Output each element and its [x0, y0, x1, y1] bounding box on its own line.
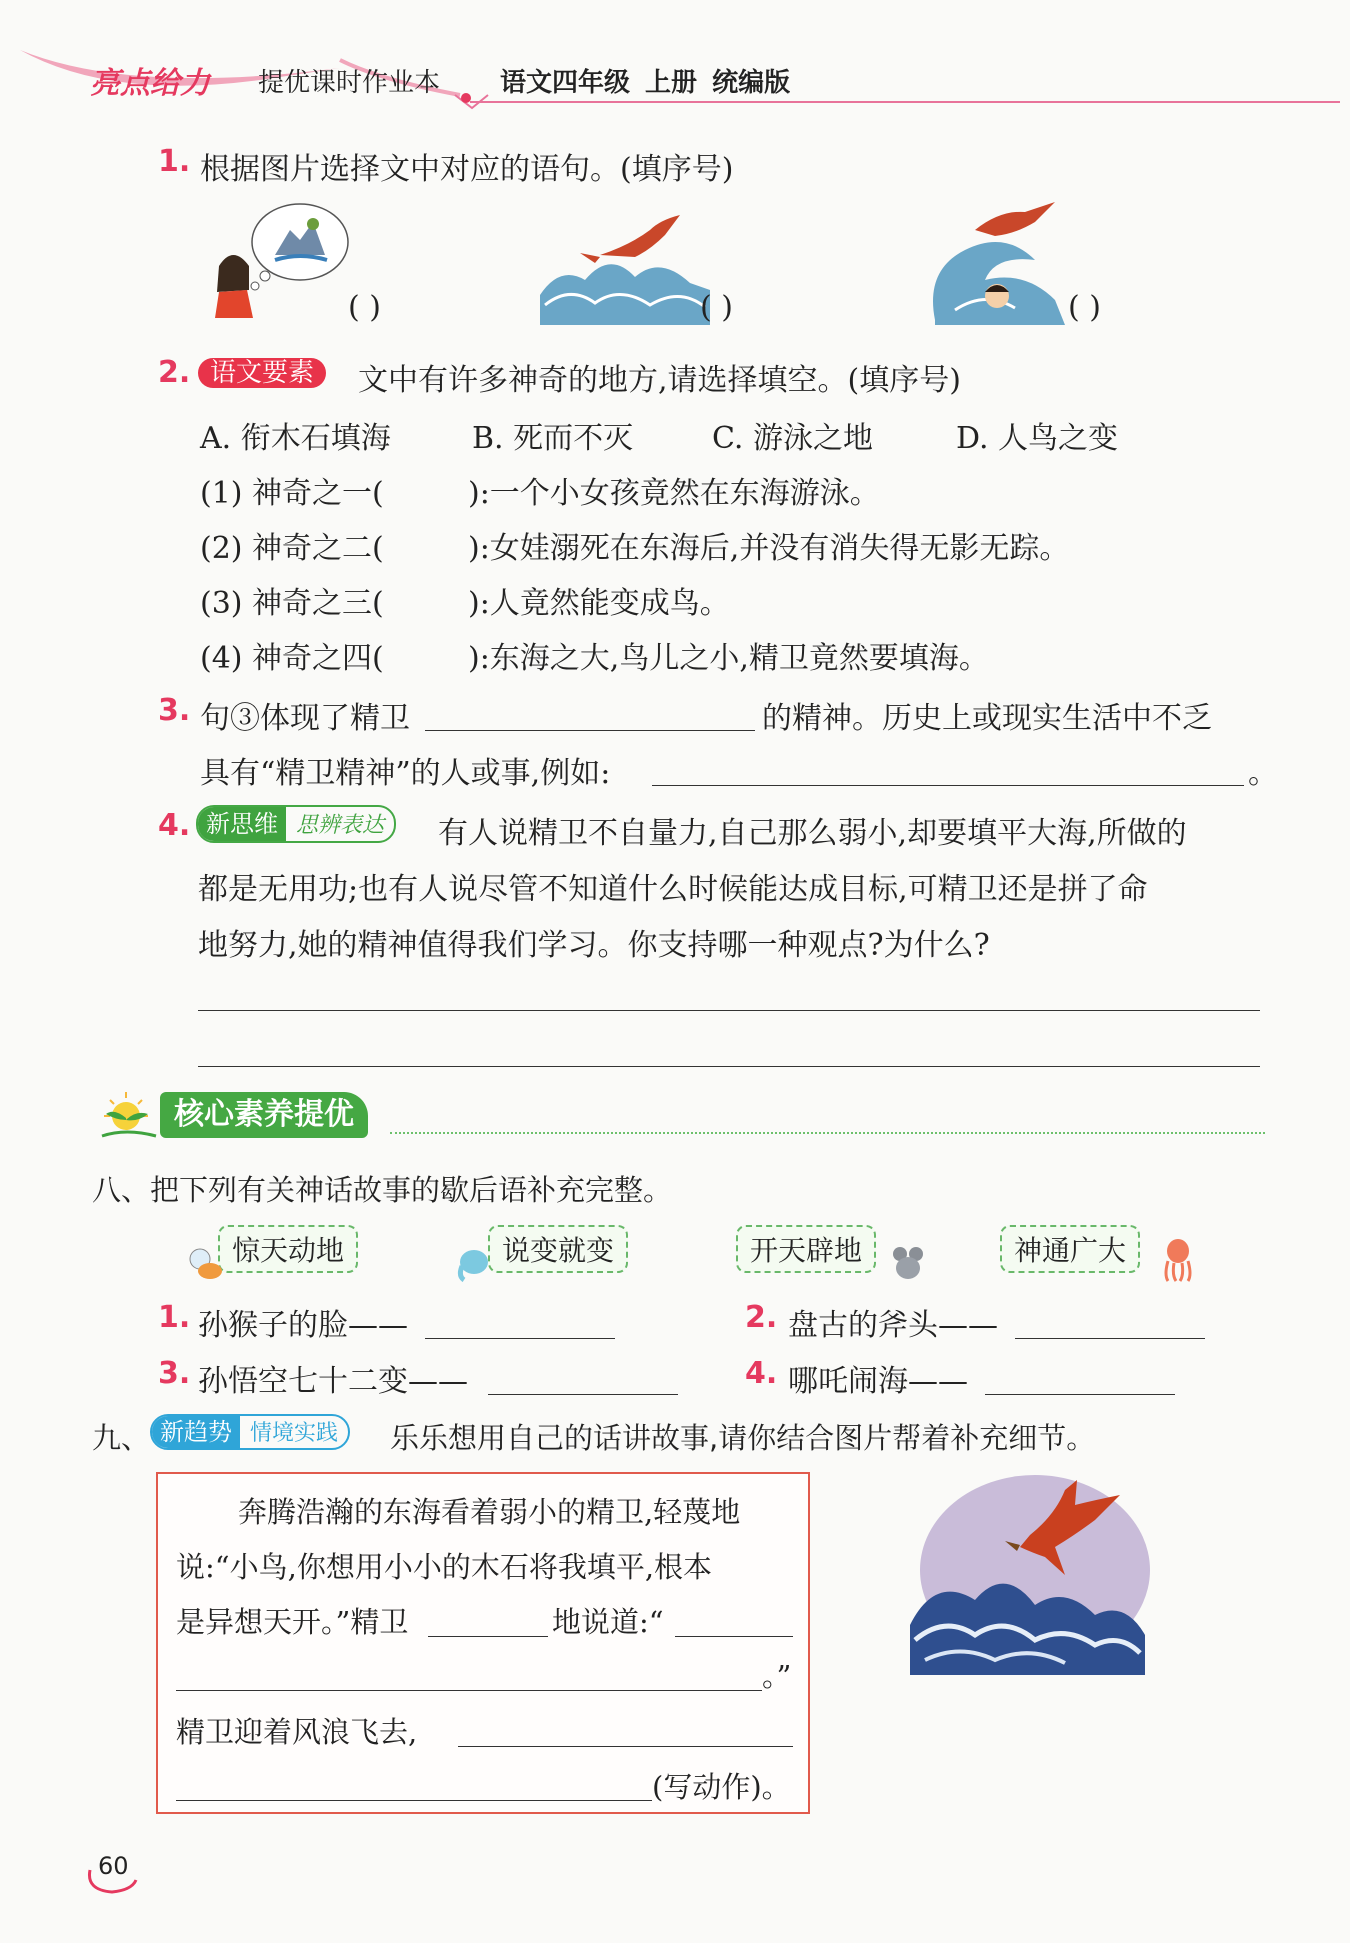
story-line-3b: 地说道:“: [552, 1605, 664, 1639]
q2-item-4-text: ):东海之大,鸟儿之小,精卫竟然要填海。: [468, 641, 989, 676]
girl-in-waves-illustration: [925, 200, 1075, 330]
q2-text: 文中有许多神奇的地方,请选择填空。(填序号): [358, 363, 961, 398]
mouse-icon: [888, 1242, 928, 1282]
q8-option-3: 开天辟地: [736, 1225, 876, 1273]
story-blank-speech-2[interactable]: [176, 1690, 762, 1691]
sibian-biaoda-tag: 思辨表达: [296, 813, 385, 838]
octopus-icon: [1160, 1235, 1196, 1283]
story-blank-speech-1[interactable]: [675, 1636, 793, 1637]
brand-logo: 亮点给力: [90, 66, 210, 101]
story-line-1: 奔腾浩瀚的东海看着弱小的精卫,轻蔑地: [238, 1495, 741, 1529]
q2-option-d: D. 人鸟之变: [956, 421, 1119, 456]
q1-number: 1.: [158, 144, 191, 179]
jingwei-bird-waves-illustration: [905, 1475, 1155, 1680]
q3-text-a: 句③体现了精卫: [200, 701, 410, 736]
q8-item-1-text: 孙猴子的脸——: [198, 1308, 408, 1343]
q4-answer-line-1[interactable]: [198, 1010, 1260, 1011]
q4-answer-line-2[interactable]: [198, 1066, 1260, 1067]
q2-item-4-label: (4) 神奇之四(: [200, 641, 384, 676]
q2-item-3-label: (3) 神奇之三(: [200, 586, 384, 621]
bird-over-waves-illustration: [540, 205, 710, 325]
xin-siwei-tag: 新思维: [198, 807, 286, 841]
section-divider: [390, 1132, 1265, 1134]
story-blank-action-1[interactable]: [458, 1746, 793, 1747]
q2-number: 2.: [158, 355, 191, 390]
q2-item-3-text: ):人竟然能变成鸟。: [468, 586, 730, 621]
qingjing-shijian-tag: 情境实践: [250, 1421, 339, 1446]
q8-title: 八、把下列有关神话故事的歇后语补充完整。: [92, 1173, 673, 1207]
q2-option-a: A. 衔木石填海: [200, 421, 391, 456]
q8-item-1-blank[interactable]: [425, 1338, 615, 1339]
q4-number: 4.: [158, 808, 191, 843]
q3-blank-1[interactable]: [425, 730, 755, 731]
q8-item-4-blank[interactable]: [985, 1394, 1175, 1395]
q2-tag: [198, 352, 326, 389]
girl-thinking-illustration: [205, 200, 355, 320]
q4-line-2: 都是无用功;也有人说尽管不知道什么时候能达成目标,可精卫还是拼了命: [198, 872, 1148, 907]
q8-item-3-number: 3.: [158, 1356, 191, 1391]
subject-title: 语文四年级 上册 统编版: [500, 68, 791, 98]
elephant-icon: [454, 1240, 494, 1282]
q8-item-2-number: 2.: [745, 1300, 778, 1335]
q3-text-c: 具有“精卫精神”的人或事,例如:: [200, 756, 611, 791]
q8-item-2-text: 盘古的斧头——: [788, 1308, 998, 1343]
q8-item-4-text: 哪吒闹海——: [788, 1364, 968, 1399]
q3-text-b: 的精神。历史上或现实生活中不乏: [762, 701, 1212, 736]
q9-tag: [150, 1414, 350, 1454]
q2-item-2-text: ):女娃溺死在东海后,并没有消失得无影无踪。: [468, 531, 1070, 566]
story-line-2: 说:“小鸟,你想用小小的木石将我填平,根本: [176, 1550, 713, 1584]
story-blank-action-2[interactable]: [176, 1800, 652, 1801]
q8-item-1-number: 1.: [158, 1300, 191, 1335]
q2-option-c: C. 游泳之地: [712, 421, 873, 456]
q8-option-1: 惊天动地: [218, 1225, 358, 1273]
series-title: 提优课时作业本: [258, 68, 441, 98]
story-line-4-end: 。”: [762, 1659, 792, 1693]
story-blank-manner[interactable]: [428, 1636, 548, 1637]
q4-line-1: 有人说精卫不自量力,自己那么弱小,却要填平大海,所做的: [438, 816, 1187, 851]
q9-text: 乐乐想用自己的话讲故事,请你结合图片帮着补充细节。: [390, 1421, 1096, 1455]
cat-astronaut-icon: [186, 1245, 226, 1281]
page-number: 60: [98, 1852, 129, 1880]
xin-qushi-tag: 新趋势: [152, 1416, 240, 1448]
q9-prefix: 九、: [92, 1421, 151, 1455]
q2-item-1-text: ):一个小女孩竟然在东海游泳。: [468, 476, 880, 511]
q4-tag: [196, 805, 396, 847]
q8-option-2: 说变就变: [488, 1225, 628, 1273]
q3-end: 。: [1248, 756, 1278, 791]
q2-option-b: B. 死而不灭: [472, 421, 634, 456]
q1-answer-1[interactable]: ( ): [348, 290, 381, 325]
q2-item-1-label: (1) 神奇之一(: [200, 476, 384, 511]
q1-answer-3[interactable]: ( ): [1068, 290, 1101, 325]
q4-line-3: 地努力,她的精神值得我们学习。你支持哪一种观点?为什么?: [198, 928, 990, 963]
q1-answer-2[interactable]: ( ): [700, 290, 733, 325]
q3-blank-2[interactable]: [652, 785, 1244, 786]
q8-option-4: 神通广大: [1000, 1225, 1140, 1273]
q1-text: 根据图片选择文中对应的语句。(填序号): [200, 152, 734, 187]
q8-item-3-text: 孙悟空七十二变——: [198, 1364, 468, 1399]
story-line-6-end: (写动作)。: [652, 1770, 791, 1804]
sprout-icon: [96, 1090, 166, 1142]
yuwen-yaosu-tag: 语文要素: [198, 358, 326, 388]
q3-number: 3.: [158, 693, 191, 728]
story-line-3a: 是异想天开。”精卫: [176, 1605, 409, 1639]
q8-item-2-blank[interactable]: [1015, 1338, 1205, 1339]
q8-item-4-number: 4.: [745, 1356, 778, 1391]
section-title: 核心素养提优: [160, 1092, 368, 1138]
story-line-5: 精卫迎着风浪飞去,: [176, 1715, 418, 1749]
q8-item-3-blank[interactable]: [488, 1394, 678, 1395]
q2-item-2-label: (2) 神奇之二(: [200, 531, 384, 566]
